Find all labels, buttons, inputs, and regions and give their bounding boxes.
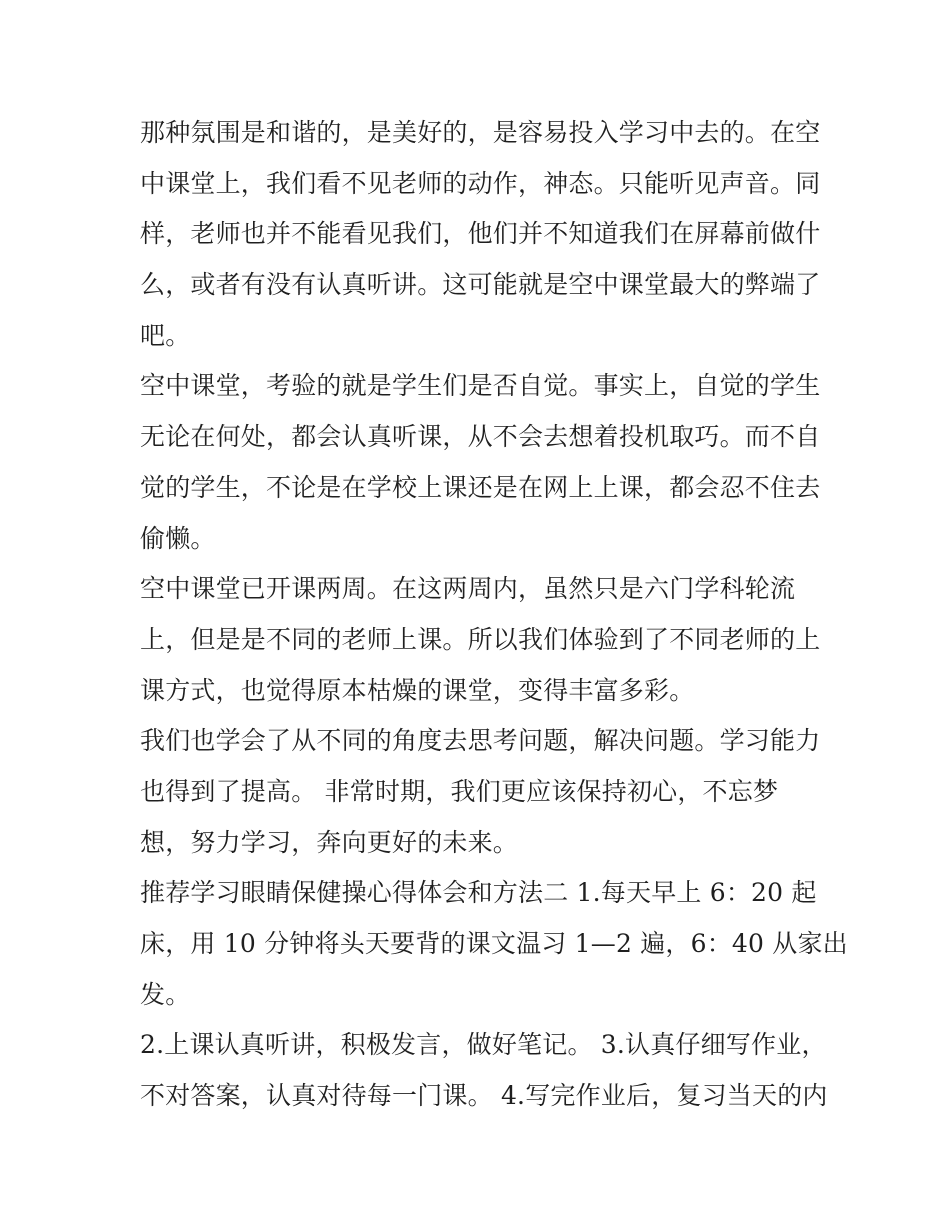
text-line: 我们也学会了从不同的角度去思考问题，解决问题。学习能力 (140, 726, 821, 756)
text-line: 推荐学习眼睛保健操心得体会和方法二 1.每天早上 6：20 起 (140, 878, 817, 908)
text-line: 不对答案，认真对待每一门课。 4.写完作业后，复习当天的内 (140, 1081, 828, 1111)
text-line: 吧。 (140, 320, 191, 350)
text-line: 发。 (140, 979, 191, 1009)
text-line: 无论在何处，都会认真听课，从不会去想着投机取巧。而不自 (140, 422, 821, 452)
text-line: 也得到了提高。 非常时期，我们更应该保持初心，不忘梦 (140, 776, 779, 806)
text-line: 样，老师也并不能看见我们，他们并不知道我们在屏幕前做什 (140, 219, 821, 249)
text-line: 空中课堂，考验的就是学生们是否自觉。事实上，自觉的学生 (140, 371, 821, 401)
document-body (140, 108, 848, 1122)
text-line: 床，用 10 分钟将头天要背的课文温习 1—2 遍，6：40 从家出 (140, 929, 848, 958)
text-line: 么，或者有没有认真听讲。这可能就是空中课堂最大的弊端了 (140, 270, 821, 300)
text-line: 中课堂上，我们看不见老师的动作，神态。只能听见声音。同 (140, 168, 821, 198)
text-line: 那种氛围是和谐的，是美好的，是容易投入学习中去的。在空 (140, 118, 821, 147)
text-line: 课方式，也觉得原本枯燥的课堂，变得丰富多彩。 (140, 675, 695, 705)
text-line: 觉的学生，不论是在学校上课还是在网上上课，都会忍不住去 (140, 472, 821, 502)
text-line: 上，但是是不同的老师上课。所以我们体验到了不同老师的上 (140, 624, 821, 654)
text-line: 偷懒。 (140, 523, 216, 553)
text-line: 想，努力学习，奔向更好的未来。 (140, 827, 519, 857)
text-line: 空中课堂已开课两周。在这两周内，虽然只是六门学科轮流 (140, 574, 796, 604)
text-line: 2.上课认真听讲，积极发言，做好笔记。 3.认真仔细写作业， (140, 1030, 827, 1060)
